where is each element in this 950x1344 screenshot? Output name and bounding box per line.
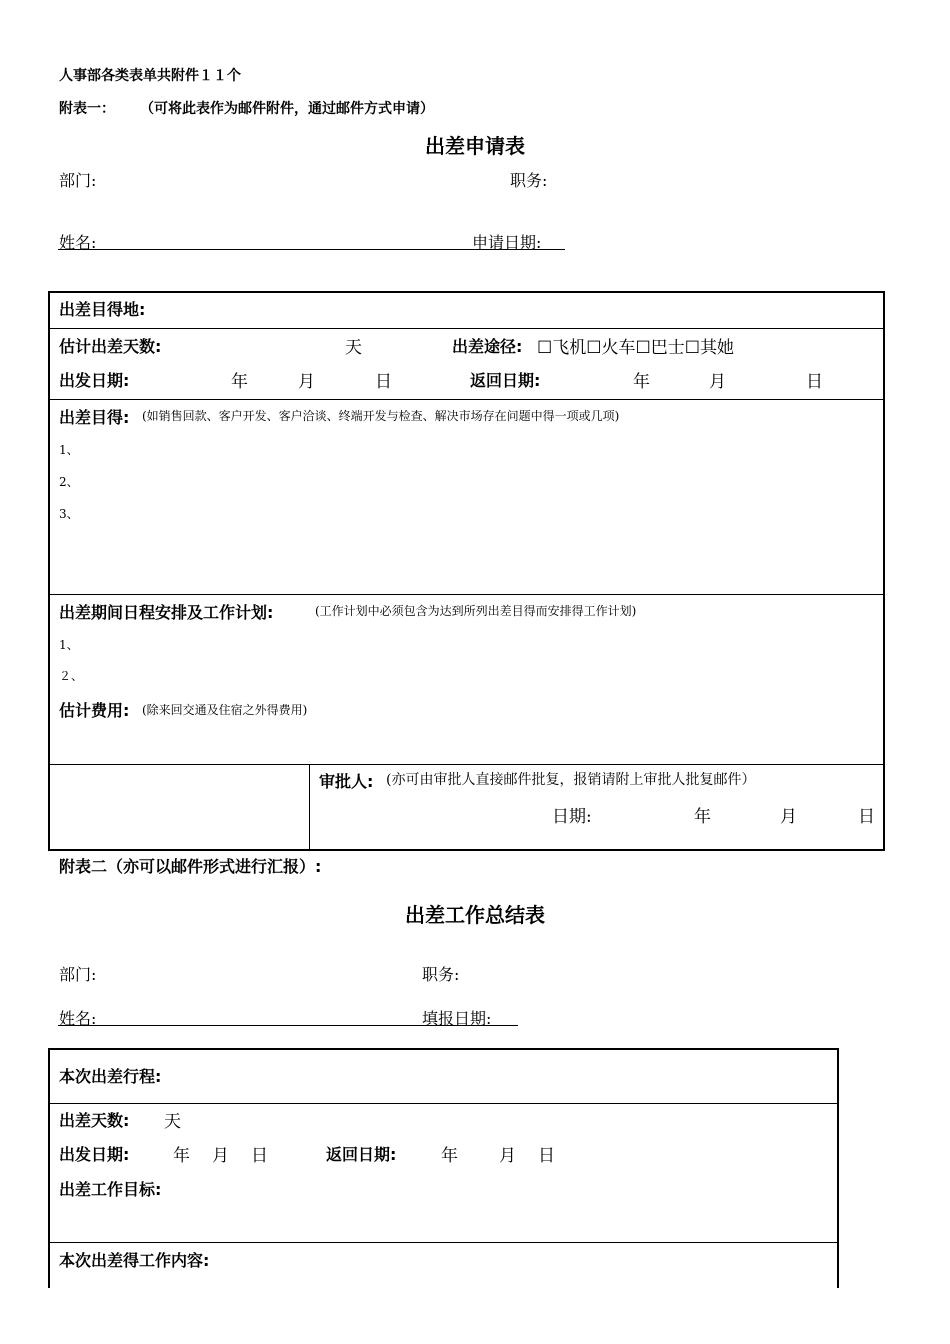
route-label: 出差途径: xyxy=(452,337,523,356)
form2-row-divider xyxy=(49,1242,838,1243)
form2-days-unit: 天 xyxy=(164,1112,181,1132)
form2-return-label: 返回日期: xyxy=(326,1145,397,1164)
form1-name-label: 姓名: xyxy=(59,233,97,252)
form1-title: 出差申请表 xyxy=(425,134,525,158)
form2-depart-year: 年 xyxy=(173,1146,190,1166)
form2-depart-month: 月 xyxy=(212,1146,229,1166)
content-label: 本次出差得工作内容: xyxy=(59,1251,210,1270)
form1-row-divider xyxy=(49,594,884,595)
appendix-two-label: 附表二（亦可以邮件形式进行汇报）: xyxy=(59,857,322,876)
form2-dept-label: 部门: xyxy=(59,965,97,984)
purpose-item-1: 1、 xyxy=(59,443,79,457)
return-day: 日 xyxy=(806,372,823,392)
depart-month: 月 xyxy=(298,372,315,392)
form2-depart-day: 日 xyxy=(251,1146,268,1166)
approve-month: 月 xyxy=(780,807,797,827)
return-date-label: 返回日期: xyxy=(470,371,541,390)
form2-fill-date-label: 填报日期: xyxy=(422,1009,492,1028)
depart-year: 年 xyxy=(231,372,248,392)
form1-dept-label: 部门: xyxy=(59,171,97,190)
return-month: 月 xyxy=(709,372,726,392)
cost-note: (除来回交通及住宿之外得费用) xyxy=(142,703,308,717)
cost-label: 估计费用: xyxy=(59,701,130,720)
approver-note: (亦可由审批人直接邮件批复，报销请附上审批人批复邮件） xyxy=(386,772,756,788)
appendix-one-note: （可将此表作为邮件附件，通过邮件方式申请） xyxy=(140,101,434,117)
approve-day: 日 xyxy=(858,807,875,827)
form2-depart-label: 出发日期: xyxy=(59,1145,130,1164)
depart-day: 日 xyxy=(375,372,392,392)
form1-position-label: 职务: xyxy=(510,171,548,190)
approve-year: 年 xyxy=(694,807,711,827)
est-days-label: 估计出差天数: xyxy=(59,337,162,356)
form2-return-year: 年 xyxy=(441,1146,458,1166)
form1-apply-date-label: 申请日期: xyxy=(472,233,542,252)
form1-col-divider xyxy=(309,764,310,850)
approver-label: 审批人: xyxy=(319,772,374,791)
form1-row-divider xyxy=(49,399,884,400)
attachment-count-text: 人事部各类表单共附件１１个 xyxy=(59,68,241,84)
approve-date-label: 日期: xyxy=(552,807,592,827)
form1-row-divider xyxy=(49,328,884,329)
form2-row-divider xyxy=(49,1103,838,1104)
schedule-note: (工作计划中必须包含为达到所列出差目得而安排得工作计划) xyxy=(315,604,637,618)
appendix-one-label: 附表一： xyxy=(59,101,115,117)
purpose-note: (如销售回款、客户开发、客户洽谈、终端开发与检查、解决市场存在问题中得一项或几项) xyxy=(142,409,620,423)
form1-table xyxy=(48,291,885,851)
purpose-item-3: 3、 xyxy=(59,507,79,521)
form2-name-label: 姓名: xyxy=(59,1009,97,1028)
days-unit: 天 xyxy=(345,338,362,358)
form2-title: 出差工作总结表 xyxy=(405,903,545,927)
form2-return-month: 月 xyxy=(499,1146,516,1166)
return-year: 年 xyxy=(633,372,650,392)
destination-label: 出差目得地: xyxy=(59,300,146,319)
goal-label: 出差工作目标: xyxy=(59,1180,162,1199)
schedule-label: 出差期间日程安排及工作计划: xyxy=(59,603,274,622)
form2-days-label: 出差天数: xyxy=(59,1111,130,1130)
form1-row-divider xyxy=(49,764,884,765)
schedule-item-1: 1、 xyxy=(59,638,79,652)
form1-name-underline xyxy=(58,249,565,250)
purpose-label: 出差目得: xyxy=(59,408,130,427)
form2-position-label: 职务: xyxy=(422,965,460,984)
itinerary-label: 本次出差行程: xyxy=(59,1067,162,1086)
form2-return-day: 日 xyxy=(538,1146,555,1166)
depart-date-label: 出发日期: xyxy=(59,371,130,390)
form2-name-underline xyxy=(58,1025,518,1026)
schedule-item-2: ２、 xyxy=(59,669,84,683)
purpose-item-2: 2、 xyxy=(59,475,79,489)
route-options[interactable]: ☐飞机☐火车☐巴士☐其她 xyxy=(537,338,734,358)
